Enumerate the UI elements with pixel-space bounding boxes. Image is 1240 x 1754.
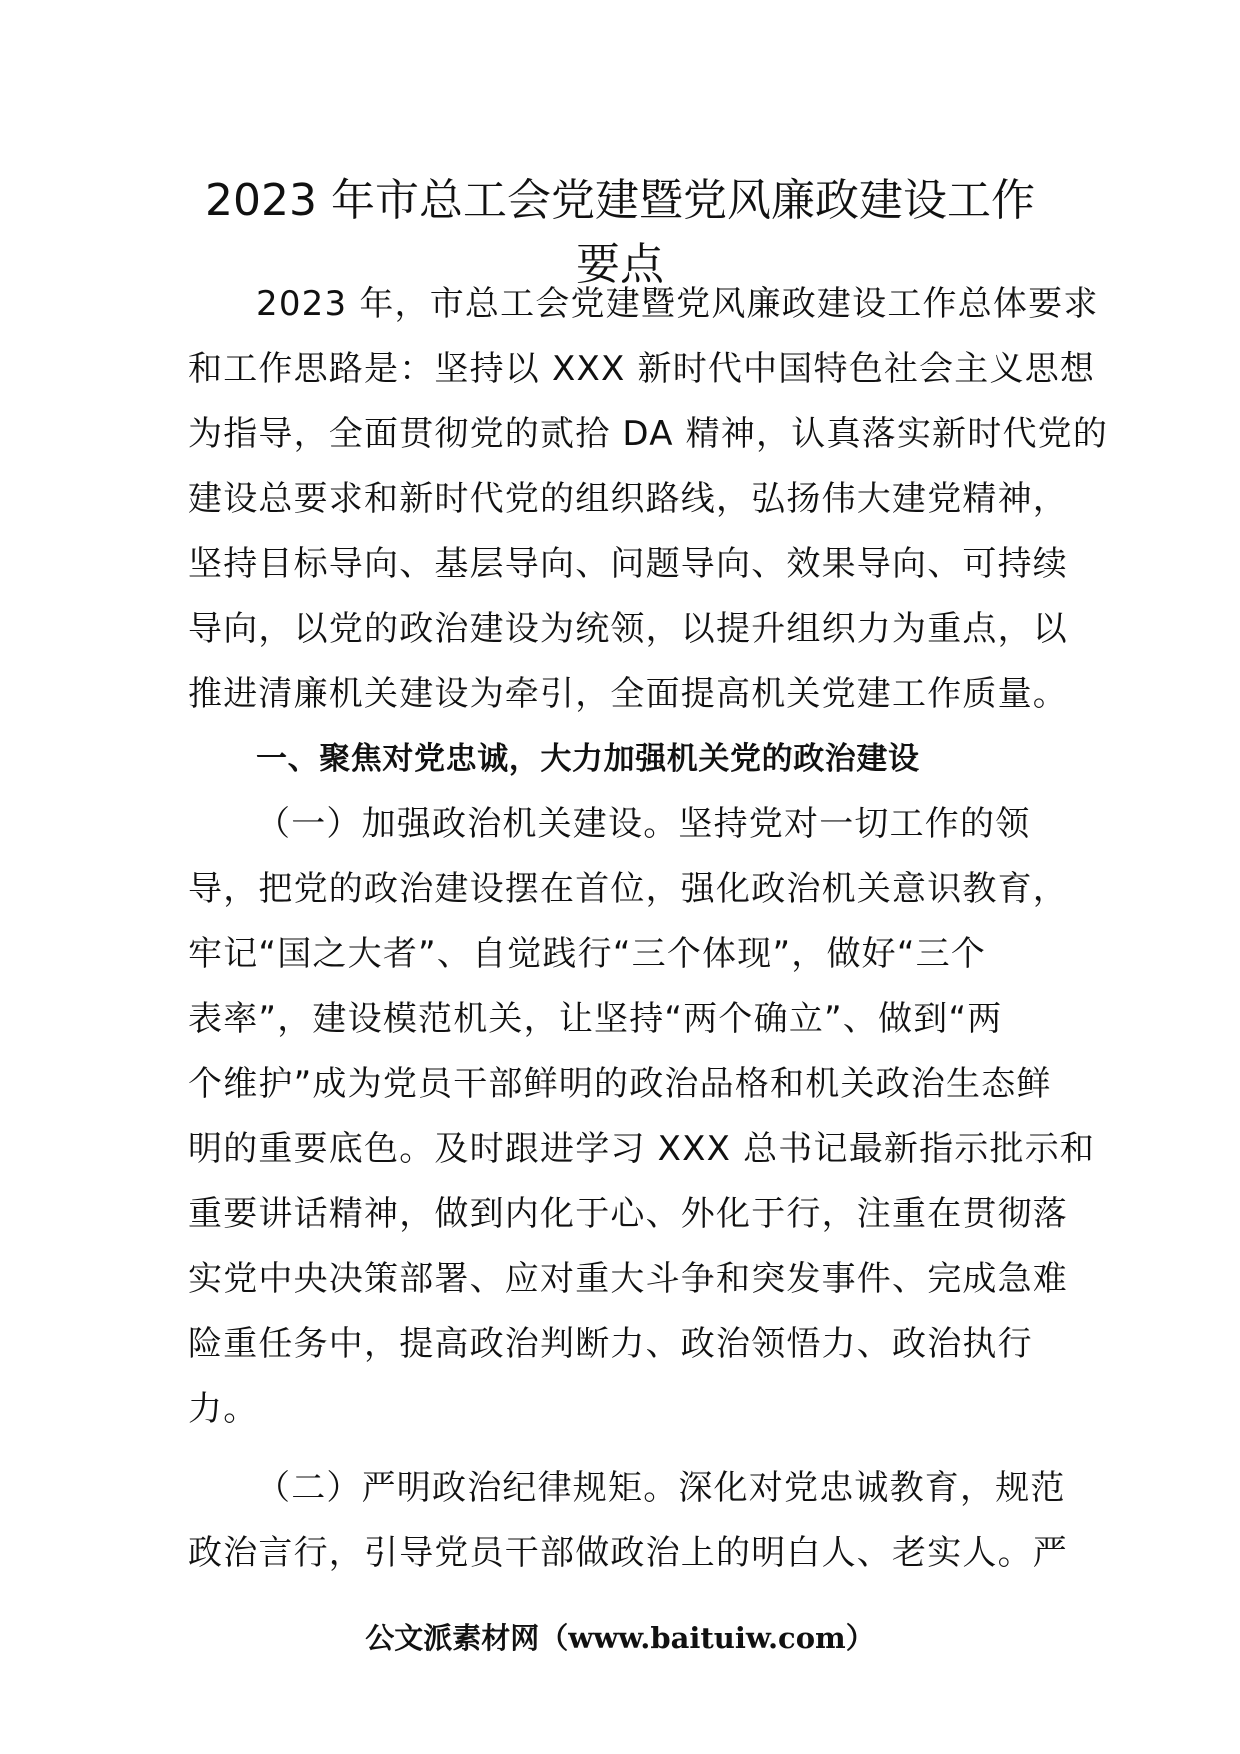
item1-line: 导，把党的政治建设摆在首位，强化政治机关意识教育， <box>188 869 1068 909</box>
item-paragraph-2 <box>188 1456 1068 1586</box>
section-heading: 一、聚焦对党忠诚，大力加强机关党的政治建设 <box>256 741 920 777</box>
item1-line: 牢记“国之大者”、自觉践行“三个体现”，做好“三个 <box>188 934 987 974</box>
paragraph-gap <box>188 1442 1052 1456</box>
intro-line: 和工作思路是：坚持以 XXX 新时代中国特色社会主义思想 <box>188 349 1096 389</box>
intro-line: 坚持目标导向、基层导向、问题导向、效果导向、可持续 <box>188 544 1068 584</box>
intro-paragraph <box>188 272 1109 727</box>
item1-line: 力。 <box>188 1389 259 1429</box>
item1-line: 个维护”成为党员干部鲜明的政治品格和机关政治生态鲜 <box>188 1064 1052 1104</box>
intro-line: 2023 年，市总工会党建暨党风廉政建设工作总体要求 <box>256 284 1099 324</box>
intro-line: 导向，以党的政治建设为统领，以提升组织力为重点，以 <box>188 609 1068 649</box>
intro-line: 为指导，全面贯彻党的贰拾 DA 精神，认真落实新时代党的 <box>188 414 1109 454</box>
item1-line: 明的重要底色。及时跟进学习 XXX 总书记最新指示批示和 <box>188 1129 1096 1169</box>
intro-line: 建设总要求和新时代党的组织路线，弘扬伟大建党精神， <box>188 479 1068 519</box>
item1-line: 重要讲话精神，做到内化于心、外化于行，注重在贯彻落 <box>188 1194 1068 1234</box>
item1-line: 表率”，建设模范机关，让坚持“两个确立”、做到“两 <box>188 999 1003 1039</box>
item1-line: （一）加强政治机关建设。坚持党对一切工作的领 <box>256 804 1031 844</box>
item1-line: 险重任务中，提高政治判断力、政治领悟力、政治执行 <box>188 1324 1033 1364</box>
document-title-line1: 2023 年市总工会党建暨党风廉政建设工作 <box>205 175 1035 226</box>
document-body <box>188 272 1109 1586</box>
item1-line: 实党中央决策部署、应对重大斗争和突发事件、完成急难 <box>188 1259 1068 1299</box>
item2-line: 政治言行，引导党员干部做政治上的明白人、老实人。严 <box>188 1533 1068 1573</box>
item2-line: （二）严明政治纪律规矩。深化对党忠诚教育，规范 <box>256 1468 1066 1508</box>
intro-line: 推进清廉机关建设为牵引，全面提高机关党建工作质量。 <box>188 674 1068 714</box>
document-title-line2: 要点 <box>576 239 664 290</box>
item-paragraph-1 <box>188 792 1096 1442</box>
footer-watermark: 公文派素材网（www.baituiw.com） <box>365 1621 875 1655</box>
